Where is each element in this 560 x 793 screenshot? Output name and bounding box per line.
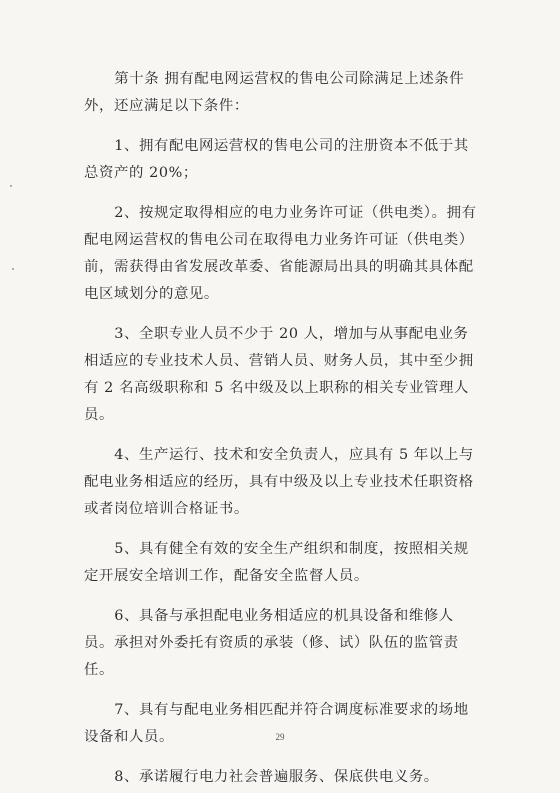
condition-item-3: 3、全职专业人员不少于 20 人，增加与从事配电业务相适应的专业技术人员、营销人员、财务人员，其中至少拥有 2 名高级职称和 5 名中级及以上职称的相关专业管理人员。 (84, 326, 474, 423)
article-body (84, 66, 482, 791)
condition-item-1: 1、拥有配电网运营权的售电公司的注册资本不低于其总资产的 20%； (84, 138, 469, 181)
condition-item-2: 2、按规定取得相应的电力业务许可证（供电类）。拥有配电网运营权的售电公司在取得电力业务许可证（供电类）前，需获得由省发展改革委、省能源局出具的明确其具体配电区域划分的意见。 (84, 205, 477, 302)
condition-item-5: 5、具有健全有效的安全生产组织和制度，按照相关规定开展安全培训工作，配备安全监督人员。 (84, 541, 469, 584)
article-heading: 第十条 拥有配电网运营权的售电公司除满足上述条件外，还应满足以下条件： (84, 71, 465, 114)
condition-item-8: 8、承诺履行电力社会普遍服务、保底供电义务。 (114, 769, 439, 785)
scan-speck (10, 185, 12, 187)
page-number: 29 (275, 732, 285, 742)
condition-item-6: 6、具备与承担配电业务相适应的机具设备和维修人员。承担对外委托有资质的承装（修、试）队伍的监管责任。 (84, 608, 459, 678)
condition-item-7: 7、具有与配电业务相匹配并符合调度标准要求的场地设备和人员。 (84, 702, 469, 745)
scan-speck (12, 268, 14, 270)
condition-item-4: 4、生产运行、技术和安全负责人，应具有 5 年以上与配电业务相适应的经历，具有中级及以上专业技术任职资格或者岗位培训合格证书。 (84, 447, 474, 517)
